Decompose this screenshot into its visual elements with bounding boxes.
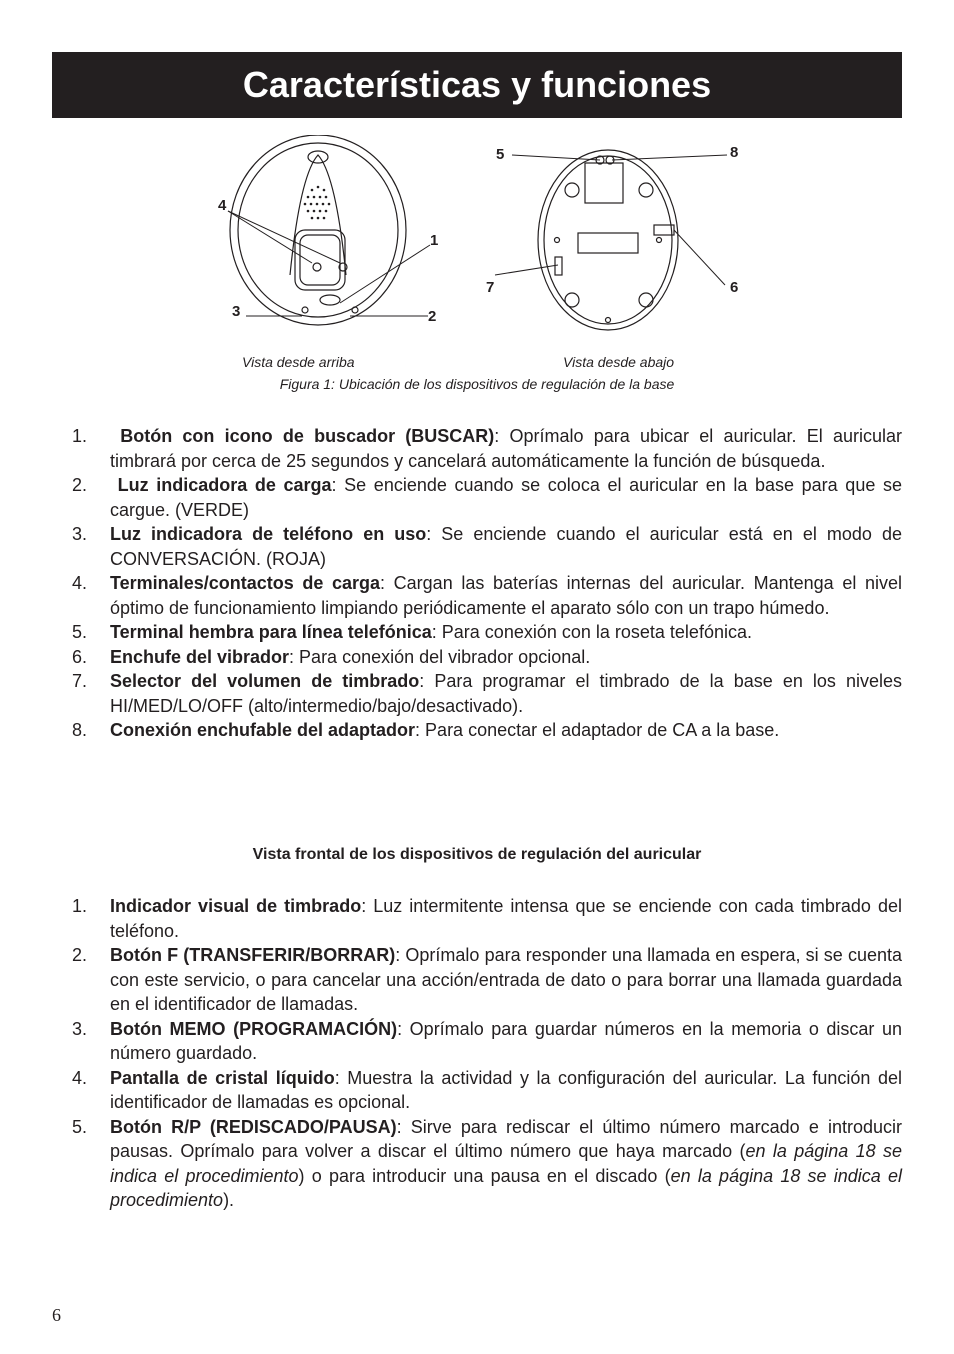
item-term: Luz indicadora de teléfono en uso (110, 524, 427, 544)
callout-1: 1 (430, 232, 439, 249)
bottom-view-illustration (538, 150, 678, 330)
item-term: Botón con icono de buscador (BUSCAR) (120, 426, 495, 446)
list-item: 1. Botón con icono de buscador (BUSCAR): Oprímalo para ubicar el auricular. El auricular timbrará por cerca de 25 segundos y cancelará automáticamente la función de búsqueda. (72, 426, 902, 471)
item-term: Botón F (TRANSFERIR/BORRAR) (110, 945, 396, 965)
list-item: 4. Terminales/contactos de carga: Cargan las baterías internas del auricular. Mantenga el nivel óptimo de funcionamiento limpiando periódicamente el aparato sólo con un trapo húmedo. (72, 573, 902, 618)
top-view-speaker-grille (304, 186, 331, 220)
list-item: 2. Botón F (TRANSFERIR/BORRAR): Oprímalo para responder una llamada en espera, si se cuenta con este servicio, o para cancelar una acción/entrada de dato o para borrar una llamada guardada en el identificador de llamadas. (72, 945, 902, 1014)
item-term: Terminales/contactos de carga (110, 573, 381, 593)
item-description: : Para conectar el adaptador de CA a la base. (415, 720, 780, 740)
item-term: Botón R/P (REDISCADO/PAUSA) (110, 1116, 397, 1137)
item-term: Conexión enchufable del adaptador (110, 720, 416, 740)
callout-3: 3 (232, 303, 241, 320)
list-item: 3. Luz indicadora de teléfono en uso: Se enciende cuando el auricular está en el modo de CONVERSACIÓN. (ROJA) (72, 524, 902, 569)
item-description: : Sirve para rediscar el último número marcado e introducir pausas. Oprímalo para volver a discar el último número que haya marcado ( (110, 1116, 902, 1161)
list-item: 6. Enchufe del vibrador: Para conexión del vibrador opcional. (72, 646, 591, 667)
item-term: Terminal hembra para línea telefónica (110, 622, 432, 642)
list-item: 5. Botón R/P (REDISCADO/PAUSA): Sirve para rediscar el último número marcado e introducir pausas. Oprímalo para volver a discar el último número que haya marcado (en la página 18 se indica el procedimiento) o para introducir una pausa en el discado (en la página 18 se indica el procedimiento). (72, 1116, 903, 1210)
item-description: : Luz intermitente intensa que se enciende con cada timbrado del teléfono. (110, 896, 902, 941)
item-term: Luz indicadora de carga (117, 475, 332, 495)
caption-bottom-view: Vista desde abajo (563, 354, 675, 370)
base-features-list (72, 424, 902, 743)
item-description: ) o para introducir una pausa en el discado ( (298, 1165, 671, 1186)
page-reference: en la página 18 se indica el procedimiento (110, 1141, 902, 1186)
item-description: ). (223, 1190, 235, 1210)
item-term: Enchufe del vibrador (110, 646, 290, 667)
item-description: : Muestra la actividad y la configuración del auricular. La función del identificador de llamadas es opcional. (110, 1067, 902, 1112)
base-diagram (200, 135, 760, 345)
list-item: 5. Terminal hembra para línea telefónica: Para conexión con la roseta telefónica. (72, 622, 752, 642)
top-view-illustration (230, 135, 406, 325)
item-description: : Oprímalo para ubicar el auricular. El auricular timbrará por cerca de 25 segundos y cancelará automáticamente la función de búsqueda. (110, 426, 902, 471)
page-reference: en la página 18 se indica el procedimiento (110, 1165, 903, 1210)
caption-top-view: Vista desde arriba (242, 354, 355, 370)
callout-6: 6 (730, 279, 739, 296)
list-item: 7. Selector del volumen de timbrado: Para programar el timbrado de la base en los niveles HI/MED/LO/OFF (alto/intermedio/bajo/desactivado). (72, 671, 902, 716)
callout-5: 5 (496, 146, 505, 163)
item-description: : Para programar el timbrado de la base en los niveles HI/MED/LO/OFF (alto/intermedio/bajo/desactivado). (110, 671, 902, 716)
item-term: Botón MEMO (PROGRAMACIÓN) (110, 1018, 398, 1039)
callout-7: 7 (486, 279, 495, 296)
item-description: : Se enciende cuando se coloca el auricular en la base para que se cargue. (VERDE) (110, 475, 902, 520)
handset-features-list (72, 894, 902, 1213)
item-description: : Oprímalo para responder una llamada en espera, si se cuenta con este servicio, o para cancelar una acción/entrada de dato o para borrar una llamada guardada en el identificador de llamadas. (110, 945, 902, 1014)
callout-2: 2 (428, 308, 437, 325)
item-term: Pantalla de cristal líquido (110, 1067, 335, 1088)
list-item: 4. Pantalla de cristal líquido: Muestra la actividad y la configuración del auricular. La función del identificador de llamadas es opcional. (72, 1067, 902, 1112)
list-item: 2. Luz indicadora de carga: Se enciende cuando se coloca el auricular en la base para que se cargue. (VERDE) (72, 475, 902, 520)
title-banner (52, 52, 902, 118)
item-description: : Se enciende cuando el auricular está en el modo de CONVERSACIÓN. (ROJA) (110, 524, 902, 569)
section-heading: Vista frontal de los dispositivos de regulación del auricular (252, 846, 702, 863)
item-description: : Oprímalo para guardar números en la memoria o discar un número guardado. (110, 1018, 902, 1063)
page-number: 6 (52, 1305, 61, 1325)
item-term: Indicador visual de timbrado (110, 896, 362, 916)
list-item: 1. Indicador visual de timbrado: Luz intermitente intensa que se enciende con cada timbrado del teléfono. (72, 896, 902, 941)
callout-8: 8 (730, 144, 739, 161)
figure-caption: Figura 1: Ubicación de los dispositivos de regulación de la base (279, 376, 675, 392)
item-term: Selector del volumen de timbrado (110, 671, 420, 691)
item-description: : Para conexión con la roseta telefónica. (431, 622, 752, 642)
list-item: 3. Botón MEMO (PROGRAMACIÓN): Oprímalo para guardar números en la memoria o discar un número guardado. (72, 1018, 902, 1063)
bottom-view-leader-lines (495, 155, 727, 285)
page-title: Características y funciones (242, 64, 712, 105)
item-description: : Para conexión del vibrador opcional. (289, 646, 591, 667)
callout-4: 4 (218, 197, 227, 214)
list-item: 8. Conexión enchufable del adaptador: Para conectar el adaptador de CA a la base. (72, 720, 780, 740)
item-description: : Cargan las baterías internas del auricular. Mantenga el nivel óptimo de funcionamiento limpiando periódicamente el aparato sólo con un trapo húmedo. (110, 573, 902, 618)
